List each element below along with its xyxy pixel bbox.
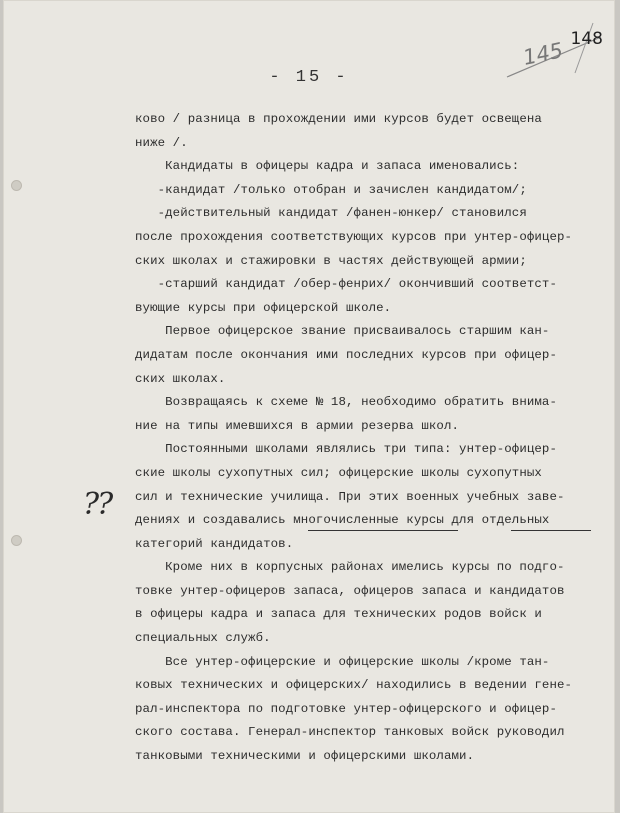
text-line: вующие курсы при офицерской школе. (135, 300, 392, 315)
document-page (3, 0, 615, 813)
page-number: - 15 - (269, 68, 349, 87)
text-line: ково / разница в прохождении ими курсов будет освещена (135, 112, 542, 126)
document-body (135, 108, 600, 769)
text-line: ниже /. (135, 135, 188, 150)
text-line: -действительный кандидат /фанен-юнкер/ становился (135, 206, 527, 221)
text-line: категорий кандидатов. (135, 536, 294, 551)
binding-holes (11, 0, 21, 813)
text-line: Постоянными школами являлись три типа: унтер-офицер- (135, 442, 557, 457)
text-line: ских школах. (135, 371, 226, 386)
text-line: в офицеры кадра и запаса для технических родов войск и (135, 607, 542, 622)
text-line: ние на типы имевшихся в армии резерва школ. (135, 418, 460, 433)
text-line: Возвращаясь к схеме № 18, необходимо обратить внима- (135, 395, 557, 410)
text-line: товке унтер-офицеров запаса, офицеров запаса и кандидатов (135, 583, 565, 598)
text-line: ские школы сухопутных сил; офицерские школы сухопутных (135, 465, 542, 480)
text-line: дидатам после окончания ими последних курсов при офицер- (135, 347, 557, 362)
binding-hole (11, 180, 22, 191)
text-line: сил и технические училища. При этих военных учебных заве- (135, 489, 565, 504)
pen-underline (308, 530, 458, 531)
pen-underline (511, 530, 591, 531)
text-line: специальных служб. (135, 631, 271, 646)
text-line: ских школах и стажировки в частях действующей армии; (135, 253, 527, 268)
text-line: Все унтер-офицерские и офицерские школы /кроме тан- (135, 654, 550, 669)
text-line: -кандидат /только отобран и зачислен кандидатом/; (135, 182, 527, 197)
text-line: Первое офицерское звание присваивалось старшим кан- (135, 324, 550, 339)
text-line: ковых технических и офицерских/ находились в ведении гене- (135, 678, 573, 693)
text-line: рал-инспектора по подготовке унтер-офицерского и офицер- (135, 701, 557, 716)
binding-hole (11, 535, 22, 546)
archive-folio-number: 148 (570, 29, 603, 49)
margin-question-marks: ?? (83, 487, 112, 522)
crossed-out-folio: 145 (520, 38, 566, 70)
text-line: ского состава. Генерал-инспектор танковых войск руководил (135, 725, 565, 740)
text-line: после прохождения соответствующих курсов при унтер-офицер- (135, 229, 573, 244)
text-line: дениях и создавались многочисленные курсы для отдельных (135, 513, 550, 528)
text-line: танковыми техническими и офицерскими школами. (135, 749, 475, 764)
text-line: Кроме них в корпусных районах имелись курсы по подго- (135, 560, 565, 575)
text-line: Кандидаты в офицеры кадра и запаса именовались: (135, 159, 520, 174)
text-line: -старший кандидат /обер-фенрих/ окончивший соответст- (135, 277, 557, 292)
